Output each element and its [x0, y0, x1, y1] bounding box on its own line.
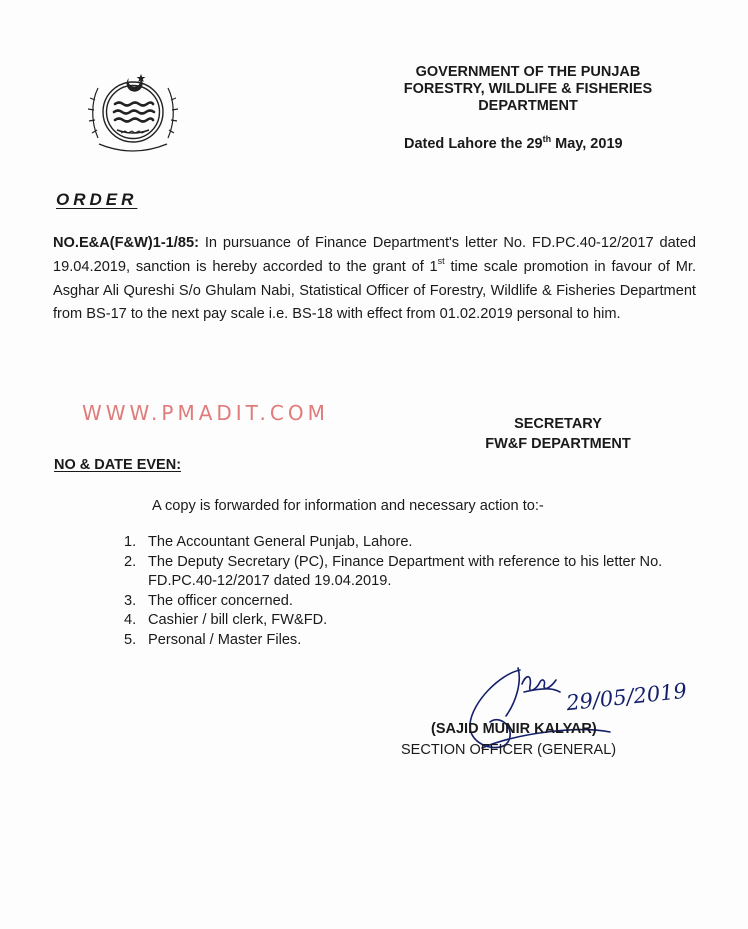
punjab-government-emblem-icon: [85, 60, 181, 160]
list-item-number: 1.: [124, 534, 137, 550]
dated-prefix: Dated Lahore the 29: [404, 136, 543, 152]
dated-ordinal-suffix: th: [542, 134, 552, 144]
signatory-name: (SAJID MUNIR KALYAR): [431, 721, 597, 737]
order-reference-number: NO.E&A(F&W)1-1/85:: [53, 235, 199, 251]
order-title: ORDER: [56, 190, 138, 209]
list-item: [124, 553, 709, 592]
dated-line: [404, 136, 623, 152]
header-line-1: GOVERNMENT OF THE PUNJAB: [415, 64, 641, 80]
signatory-title: SECTION OFFICER (GENERAL): [401, 742, 617, 758]
header-line-3: DEPARTMENT: [478, 98, 578, 114]
list-item: [124, 592, 709, 612]
header-line-2: FORESTRY, WILDLIFE & FISHERIES: [403, 81, 653, 97]
copy-forwarded-text: A copy is forwarded for information and necessary action to:-: [152, 498, 544, 514]
list-item-text: The officer concerned.: [148, 592, 293, 609]
order-body: [53, 232, 696, 327]
list-item-text: The Deputy Secretary (PC), Finance Department with reference to his letter No. FD.PC.40-12/2017 dated 19.04.2019.: [148, 553, 663, 589]
copy-recipients-list: [124, 533, 709, 650]
secretary-title: SECRETARY: [514, 416, 602, 432]
website-watermark: WWW.PMADIT.COM: [82, 401, 329, 425]
order-body-ordinal: st: [437, 255, 445, 266]
list-item-number: 3.: [124, 592, 137, 609]
secretary-block: [452, 414, 664, 454]
order-body-text-2: time scale promotion in favour of Mr. Asghar Ali Qureshi S/o Ghulam Nabi, Statistical Officer of Forestry, Wildlife & Fisheries Department from BS-17 to the next pay scale i.e. BS-18 with effect from 01.02.2019 personal to him.: [53, 258, 696, 323]
list-item-text: The Accountant General Punjab, Lahore.: [148, 534, 413, 550]
list-item: [124, 631, 709, 651]
order-body-text-1: In pursuance of Finance Department's letter No. FD.PC.40-12/2017 dated 19.04.2019, sanction is hereby accorded to the grant of 1: [53, 235, 696, 275]
list-item-number: 4.: [124, 612, 137, 628]
list-item: [124, 533, 709, 553]
list-item-text: Personal / Master Files.: [148, 631, 302, 648]
list-item-text: Cashier / bill clerk, FW&FD.: [148, 612, 328, 628]
list-item-number: 2.: [124, 553, 137, 570]
list-item: [124, 611, 709, 631]
department-header: [378, 64, 678, 115]
list-item-number: 5.: [124, 631, 137, 648]
dated-rest: May, 2019: [551, 136, 623, 152]
handwritten-date: 29/05/2019: [565, 678, 688, 716]
no-date-even-heading: NO & DATE EVEN:: [54, 457, 182, 473]
secretary-department: FW&F DEPARTMENT: [485, 436, 631, 452]
